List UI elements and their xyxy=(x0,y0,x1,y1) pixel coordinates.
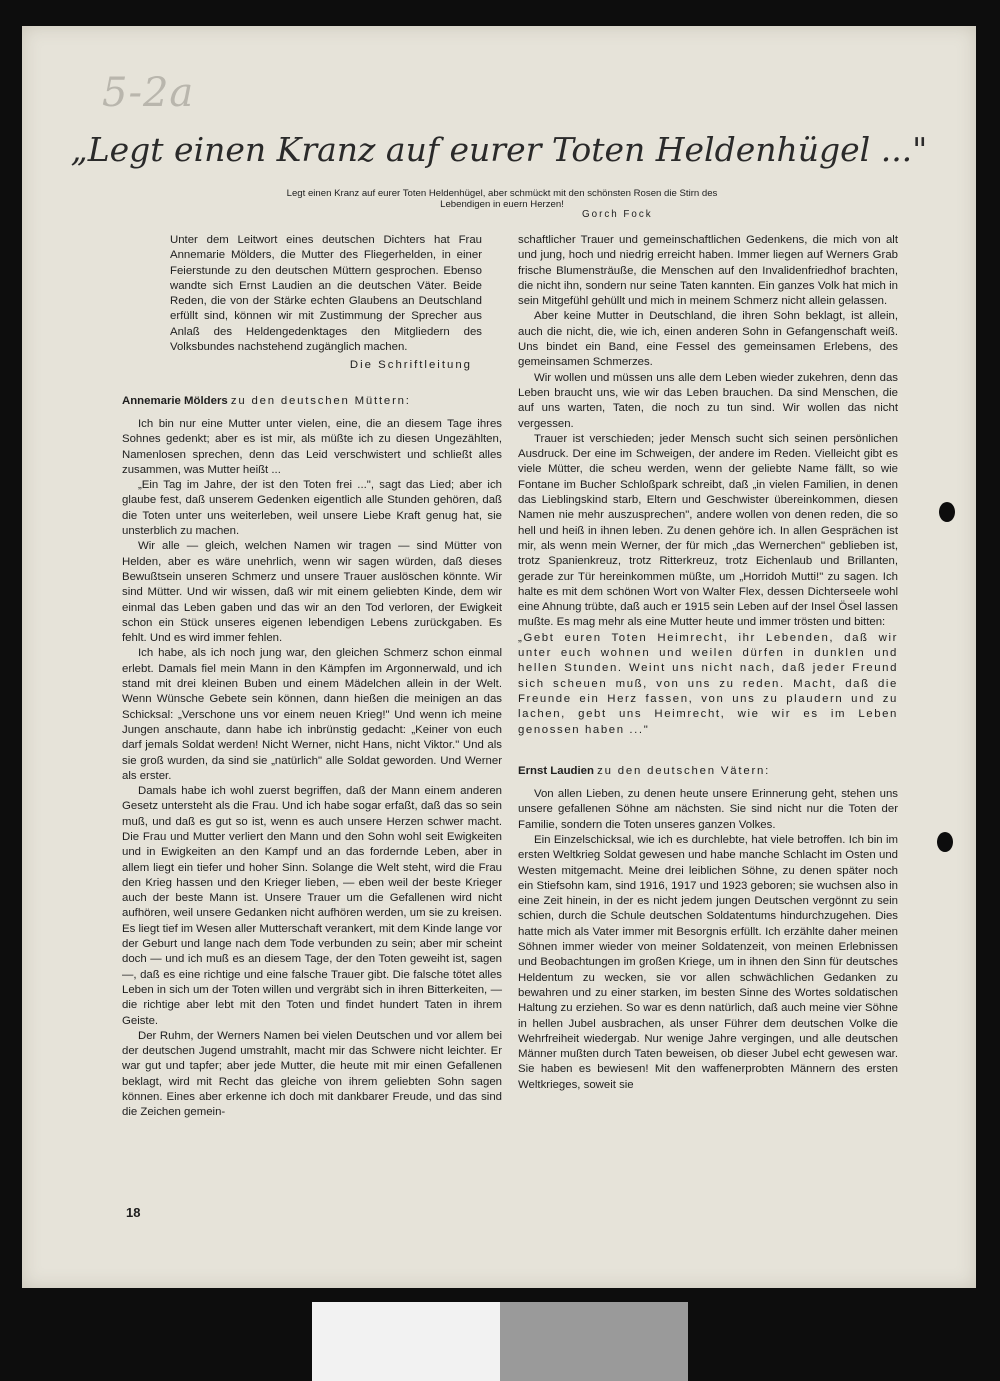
flex-quote: „Gebt euren Toten Heimrecht, ihr Lebenden, daß wir unter euch wohnen und weilen dürfen in dunklen und hellen Stunden. Weint uns nicht nach, daß jeder Freund sich scheuen muß, von uns zu reden. Macht, daß die Freunde ein Herz fassen, von uns zu plaudern und zu lachen, gebt uns Heimrecht, wie wir es im Leben genossen haben ..." xyxy=(518,631,898,736)
paragraph: Der Ruhm, der Werners Namen bei vielen Deutschen und vor allem bei der deutschen Jugend umstrahlt, macht mir das Schwere nicht leichter. Er war gut und tapfer; aber jede Mutter, die heute mit mir einen Gefallenen beklagt, wird mit Recht das gleiche von ihrem geliebten Sohn sagen können. Eines aber erkenne ich doch mit dankbarer Freude, und das sind die Zeichen gemein- xyxy=(122,1029,502,1119)
paragraph: schaftlicher Trauer und gemeinschaftlichen Gedenkens, die mich von alt und jung, hoch und niedrig erreicht haben. Immer liegen auf Werners Grab frische Blumensträuße, die Menschen auf den Invalidenfriedhof brachten, die nicht ihn, sondern nur seine Taten kannten. Ein ganzes Volk hat mich in sein Mitgefühl gehüllt und mich in meinem Schmerz nicht allein gelassen. xyxy=(518,234,898,308)
paragraph: Aber keine Mutter in Deutschland, die ihren Sohn beklagt, ist allein, auch die nicht, die, wie ich, einen anderen Sohn in Gefangenschaft weiß. Uns bindet ein Band, eine Fessel des gemeinsamen Erlebens, des gemeinsamen Schmerzes. xyxy=(518,310,898,369)
paragraph: Wir wollen und müssen uns alle dem Leben wieder zukehren, denn das Leben braucht uns, wie wir das Leben brauchen. Da sind Menschen, die auf uns warten, Taten, die noch zu tun sind. Wir wollen das nicht vergessen. xyxy=(518,371,898,430)
paragraph: Damals habe ich wohl zuerst begriffen, daß der Mann einem anderen Gesetz untersteht als die Frau. Und ich habe sogar erfaßt, daß das so sein muß, und daß es gut so ist, wenn es auch unsere Herzen schwer macht. Die Frau und Mutter verliert den Mann und den Sohn wohl seit Ewigkeiten und in Ewigkeiten an den Kampf und an das fordernde Leben, aber in allem liegt ein tiefer und hoher Sinn. Solange die Welt steht, wird die Frau den Krieg hassen und den Krieger lieben, — eben weil der beste Krieger auch der beste Mann ist. Unsere Trauer um die Gefallenen wird nicht aufhören, weil unsere Gedanken nicht aufhören werden, um sie zu kreisen. Es liegt tief im Wesen aller Mutterschaft verankert, mit dem Kinde lange vor der Geburt und lange nach dem Tode verbunden zu sein; aber mir scheint doch — und ich muß es an diesem Tage, der den Toten geweiht ist, sagen —, daß es eine richtige und eine falsche Trauer gibt. Die falsche tötet alles Leben in sich um der Toten willen und vergräbt sich in ihren Bitterkeiten, — die richtige aber lebt mit den Toten und findet hundert Taten in ihrem Geiste. xyxy=(122,785,502,1027)
motto-text: Legt einen Kranz auf eurer Toten Heldenhügel, aber schmückt mit den schönsten Rosen die Stirn des Lebendigen in euern Herzen! xyxy=(286,188,718,210)
calibration-grey-patch xyxy=(500,1302,688,1381)
editorial-intro xyxy=(122,233,502,374)
section-heading-rest: zu den deutschen Vätern: xyxy=(597,764,771,777)
motto-author: Gorch Fock xyxy=(582,209,653,220)
section-heading-rest: zu den deutschen Müttern: xyxy=(230,394,411,407)
paragraph: Von allen Lieben, zu denen heute unsere Erinnerung geht, stehen uns unsere gefallenen Söhne am nächsten. Sie sind nicht nur die Toten der Familie, sondern die Toten unseres ganzen Volkes. xyxy=(518,788,898,831)
left-column xyxy=(122,233,502,1121)
speaker-name: Ernst Laudien xyxy=(518,764,594,777)
document-page xyxy=(22,26,976,1288)
paragraph: Ein Einzelschicksal, wie ich es durchlebte, hat viele betroffen. Ich bin im ersten Weltkrieg Soldat gewesen und habe manche Schlacht im Osten und Westen mitgemacht. Meine drei leiblichen Söhne, zu denen später noch ein Stiefsohn kam, sind 1916, 1917 und 1923 geboren; sie wuchsen also in eine Zeit hinein, in der es nicht jedem jungen Deutschen vergönnt zu sein schien, durch die Schule deutschen Soldatentums hindurchzugehen. Dies hatte mich als Vater immer mit Besorgnis erfüllt. Ich erzählte daher meinen Söhnen immer wieder von meiner Soldatenzeit, von meinen Erlebnissen und Beobachtungen im großen Kriege, um in ihnen den Sinn für deutsches Heldentum zu wecken, sie vor allen schwächlichen Gedanken zu bewahren und zu einer starken, im besten Sinne des Wortes soldatischen Haltung zu erziehen. So war es denn natürlich, daß auch meine vier Söhne in hellen Jubel ausbrachen, als unser Führer dem deutschen Volke die Wehrfreiheit wiedergab. Nur wenige Jahre vergingen, und alle deutschen Männer mußten durch Taten beweisen, ob dieser Jubel echt gewesen war. Sie haben es bewiesen! Mit den waffenerprobten Männern des ersten Weltkrieges, soweit sie xyxy=(518,833,898,1091)
paragraph: Ich habe, als ich noch jung war, den gleichen Schmerz schon einmal erlebt. Damals fiel mein Mann in den Kämpfen im Argonnerwald, und ich stand mit drei kleinen Buben und einem Mädelchen allein in der Welt. Wenn Wünsche Gebete sein können, dann hießen die meinigen an das Schicksal: „Verschone uns vor einem neuen Krieg!" Und wenn ich meine Jungen anschaute, dann habe ich inbrünstig gedacht: „Keiner von euch darf jemals Soldat werden! Nicht Werner, nicht Hans, nicht Viktor." Und als sie groß wurden, da sind sie „natürlich" alle Soldat geworden. Und Werner als erster. xyxy=(122,647,502,782)
scan-calibration-strip xyxy=(312,1302,688,1381)
section-heading-mothers xyxy=(122,394,502,409)
paragraph: Wir alle — gleich, welchen Namen wir tragen — sind Mütter von Helden, aber es wäre unehrlich, wenn wir sagen würden, daß dieses Bewußtsein unseren Schmerz und unsere Trauer auslöschen könnte. Wir sind Mütter. Und wir wissen, daß wir mit einem geliebten Kinde, dem wir einmal das Leben gaben und das wir an den Tod verloren, der Ewigkeit schon ein Stück unseres eigenen lebendigen Lebens zurückgaben. Es fehlt. Und es wird immer fehlen. xyxy=(122,540,502,645)
paragraph: „Ein Tag im Jahre, der ist den Toten frei ...", sagt das Lied; aber ich glaube fest, daß unserem Gedenken eigentlich alle Stunden gehören, daß die Toten unter uns weiterleben, weil unsere Liebe Kraft genug hat, sie unsterblich zu machen. xyxy=(122,479,502,538)
right-column xyxy=(518,233,898,1093)
intro-text: Unter dem Leitwort eines deutschen Dichters hat Frau Annemarie Mölders, die Mutter des Fliegerhelden, in einer Feierstunde zu den deutschen Müttern gesprochen. Ebenso wandte sich Ernst Laudien an die deutschen Väter. Beide Reden, die von der Stärke echten Glaubens an Deutschland erfüllt sind, können wir mit Zustimmung der Sprecher aus Anlaß des Heldengedenktages den Mitgliedern des Volksbundes nachstehend zugänglich machen. xyxy=(170,234,482,354)
paragraph: Ich bin nur eine Mutter unter vielen, eine, die an diesem Tage ihres Sohnes gedenkt; aber es ist mir, als müßte ich zu diesen Ungezählten, Namenlosen sprechen, denn das Leid verschwistert und schließt alles zusammen, was Mutter heißt ... xyxy=(122,417,502,476)
handwritten-annotation: 5-2a xyxy=(102,70,195,116)
paragraph: Trauer ist verschieden; jeder Mensch sucht sich seinen persönlichen Ausdruck. Der eine im Schweigen, der andere im Reden. Vielleicht gibt es viele Mütter, die scheu werden, wenn der geliebte Name fällt, so wie Fontane im Bucher Schloßpark schreibt, daß „in vielen Familien, in denen das Lieblingskind starb, Eltern und Geschwister übereinkommen, diesen Namen nie mehr auszusprechen", andere wollen von denen reden, die so hell und heiß in ihnen leben. Zu denen gehöre ich. In allen Gesprächen ist mir, als wenn mein Werner, der für mich „das Wernerchen" geblieben ist, trotz Spanienkreuz, trotz Ritterkreuz, trotz Eichenlaub und Brillanten, gerade zur Tür hereinkommen müßte, um „Horridoh Mutti!" zu sagen. Ich halte es mit dem schönen Wort von Walter Flex, dessen Dichterseele wohl eine Ahnung trübte, daß auch er 1915 sein Leben auf der Insel Ösel lassen mußte. Es mag mehr als eine Mutter heute und immer trösten und bitten: xyxy=(518,432,898,629)
punch-hole xyxy=(937,832,953,852)
page-number: 18 xyxy=(126,1205,141,1220)
punch-hole xyxy=(939,502,955,522)
calibration-white-patch xyxy=(312,1302,500,1381)
editorial-signature: Die Schriftleitung xyxy=(349,359,472,372)
section-heading-fathers xyxy=(518,764,898,779)
article-title: „Legt einen Kranz auf eurer Toten Heldenhügel ..." xyxy=(70,130,928,169)
speaker-name: Annemarie Mölders xyxy=(122,394,228,407)
